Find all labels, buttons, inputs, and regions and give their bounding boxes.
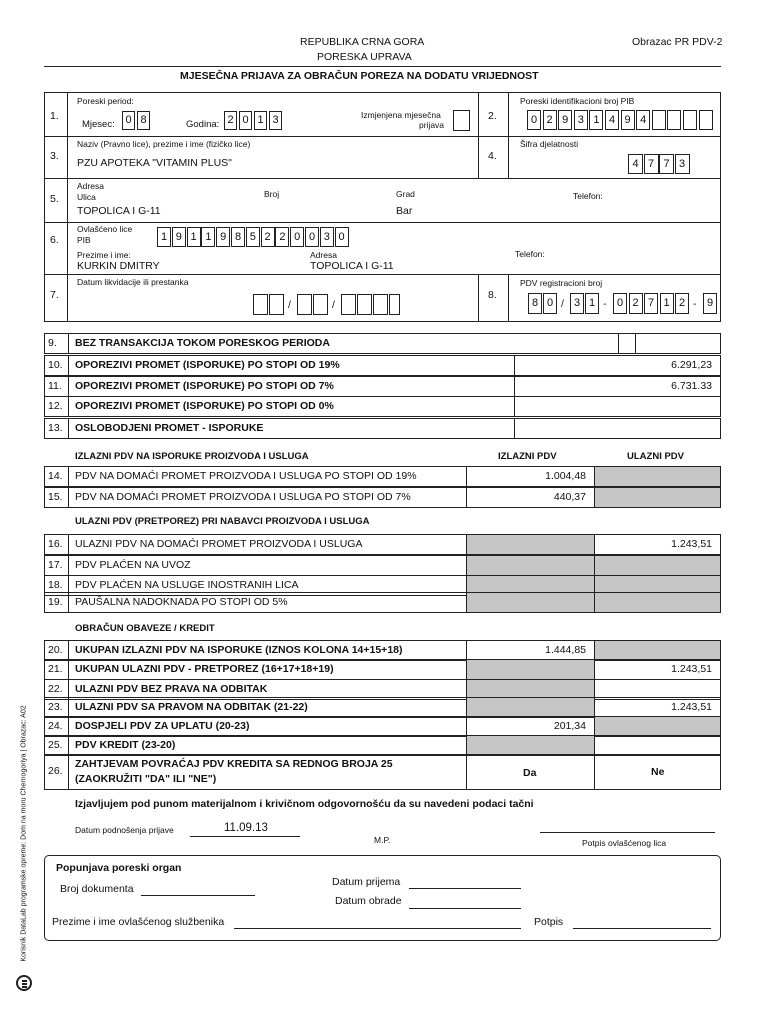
row-label: DOSPJELI PDV ZA UPLATU (20-23) — [75, 720, 250, 732]
name-label: Naziv (Pravno lice), prezime i ime (fizičko lice) — [77, 139, 251, 149]
input-vat-value[interactable] — [594, 717, 720, 736]
activity-digit[interactable]: 7 — [659, 154, 674, 174]
row-number: 14. — [45, 467, 69, 486]
liq-year-digit[interactable] — [373, 294, 388, 315]
pib-digit[interactable]: 3 — [574, 110, 588, 130]
form-row — [44, 716, 721, 737]
form-row — [44, 466, 721, 487]
vat-reg-separator: - — [603, 298, 607, 310]
pib-label: Poreski identifikacioni broj PIB — [520, 96, 635, 106]
row-label: OSLOBODJENI PROMET - ISPORUKE — [75, 422, 264, 434]
authorized-pib-digit[interactable]: 0 — [335, 227, 349, 247]
authorized-pib-digit[interactable]: 9 — [172, 227, 186, 247]
authorized-pib-digit[interactable]: 8 — [231, 227, 245, 247]
vat-reg-digit[interactable]: 0 — [613, 293, 627, 314]
liq-day-digit[interactable] — [269, 294, 284, 315]
output-vat-value[interactable]: 201,34 — [466, 717, 594, 736]
row-number: 19. — [45, 593, 69, 612]
field-number-1: 1. — [50, 110, 59, 122]
row-number: 13. — [45, 419, 69, 438]
software-footer — [14, 700, 28, 980]
input-vat-value[interactable]: 1.243,51 — [594, 660, 720, 679]
pib-digit[interactable]: 9 — [621, 110, 635, 130]
form-row — [44, 376, 721, 397]
officer-signature-label: Potpis — [534, 916, 564, 928]
receipt-date-label: Datum prijema — [332, 876, 401, 888]
form-row — [44, 659, 721, 680]
date-slash: / — [288, 299, 291, 311]
refund-request-label: ZAHTJEVAM POVRAĆAJ PDV KREDITA SA REDNOG BROJA 25 — [75, 758, 393, 770]
vat-reg-digit[interactable]: 2 — [629, 293, 643, 314]
liq-month-digit[interactable] — [297, 294, 312, 315]
vat-reg-digit[interactable]: 8 — [528, 293, 542, 314]
output-vat-value[interactable] — [466, 593, 594, 612]
authorized-pib-digit[interactable]: 1 — [201, 227, 215, 247]
row-number: 18. — [45, 576, 69, 595]
document-number-field[interactable] — [141, 895, 255, 896]
authorized-pib-label: PIB — [77, 235, 91, 245]
row-label: PDV NA DOMAĆI PROMET PROIZVODA I USLUGA PO STOPI OD 19% — [75, 470, 417, 482]
date-slash: / — [332, 299, 335, 311]
yes-option[interactable]: Da — [523, 767, 537, 779]
input-vat-value[interactable] — [594, 467, 720, 486]
form-row — [44, 487, 721, 508]
no-transactions-checkbox[interactable] — [618, 334, 636, 353]
row-label: PDV PLAĆEN NA USLUGE INOSTRANIH LICA — [75, 579, 299, 591]
signature-label: Potpis ovlašćenog lica — [582, 838, 667, 848]
input-vat-value[interactable]: 1.243,51 — [594, 698, 720, 717]
vat-reg-separator: - — [693, 298, 697, 310]
vat-reg-digit[interactable]: 9 — [703, 293, 717, 314]
vat-reg-digit[interactable]: 0 — [543, 293, 557, 314]
input-vat-heading: ULAZNI PDV (PRETPOREZ) PRI NABAVCI PROIZVODA I USLUGA — [75, 516, 370, 527]
address2-label: Adresa — [310, 250, 337, 260]
row-number: 12. — [45, 397, 69, 416]
period-label: Poreski period: — [77, 96, 134, 106]
form-row — [44, 396, 721, 417]
year-digit[interactable]: 2 — [224, 111, 237, 130]
output-vat-value[interactable]: 1.444,85 — [466, 641, 594, 660]
activity-digit[interactable]: 3 — [675, 154, 690, 174]
declaration-text: Izjavljujem pod punom materijalnom i krivičnom odgovornošću da su navedeni podaci tačni — [75, 798, 534, 810]
form-row — [44, 592, 721, 613]
activity-label: Šifra djelatnosti — [520, 139, 579, 149]
datalab-logo-icon — [16, 975, 32, 991]
authorized-pib-digit[interactable]: 3 — [320, 227, 334, 247]
authorized-pib-digit[interactable]: 0 — [290, 227, 304, 247]
input-vat-value[interactable] — [594, 488, 720, 507]
row-label: ULAZNI PDV SA PRAVOM NA ODBITAK (21-22) — [75, 701, 308, 713]
authorized-pib-digit[interactable]: 1 — [187, 227, 201, 247]
pib-digit[interactable] — [699, 110, 713, 130]
refund-request-hint: (ZAOKRUŽITI "DA" ILI "NE") — [75, 773, 217, 785]
taxpayer-name: PZU APOTEKA "VITAMIN PLUS" — [77, 157, 232, 169]
row-number: 25. — [45, 736, 69, 755]
authority-title: PORESKA UPRAVA — [317, 51, 412, 63]
receipt-date-field[interactable] — [409, 888, 521, 889]
activity-digit[interactable]: 7 — [644, 154, 659, 174]
street-value: TOPOLICA I G-11 — [77, 205, 161, 217]
output-vat-value[interactable] — [466, 535, 594, 554]
year-label: Godina: — [186, 119, 220, 130]
liquidation-label: Datum likvidacije ili prestanka — [77, 277, 189, 287]
month-digit[interactable]: 0 — [122, 111, 135, 130]
surname-label: Prezime i ime: — [77, 250, 131, 260]
field-number-8: 8. — [488, 289, 497, 301]
processing-date-label: Datum obrade — [335, 895, 402, 907]
row-number: 26. — [48, 765, 63, 777]
output-vat-value[interactable] — [466, 660, 594, 679]
row-number: 9. — [45, 334, 69, 353]
authorized-pib-digit[interactable]: 9 — [216, 227, 230, 247]
field-number-4: 4. — [488, 150, 497, 162]
city-value: Bar — [396, 205, 413, 217]
input-vat-value[interactable]: 1.243,51 — [594, 535, 720, 554]
col-output-vat: IZLAZNI PDV — [498, 451, 557, 462]
row-label: OPOREZIVI PROMET (ISPORUKE) PO STOPI OD 0% — [75, 400, 334, 412]
address2-value: TOPOLICA I G-11 — [310, 260, 394, 272]
pib-digit[interactable] — [667, 110, 681, 130]
amended-label: Izmjenjena mjesečna — [361, 110, 441, 120]
republic-title: REPUBLIKA CRNA GORA — [300, 36, 425, 48]
row-label: OPOREZIVI PROMET (ISPORUKE) PO STOPI OD 7% — [75, 380, 334, 392]
address-label: Adresa — [77, 181, 104, 191]
row-label: ULAZNI PDV BEZ PRAVA NA ODBITAK — [75, 683, 268, 695]
pib-digit[interactable]: 1 — [589, 110, 603, 130]
stamp-label: M.P. — [374, 835, 391, 845]
pib-digit[interactable] — [683, 110, 697, 130]
month-digit[interactable]: 8 — [137, 111, 150, 130]
city-label: Grad — [396, 189, 415, 199]
input-vat-value[interactable] — [594, 593, 720, 612]
field-number-2: 2. — [488, 110, 497, 122]
row-label: PDV KREDIT (23-20) — [75, 739, 176, 751]
row-number: 24. — [45, 717, 69, 736]
input-vat-value[interactable] — [594, 641, 720, 660]
row-26 — [44, 754, 721, 790]
no-option[interactable]: Ne — [651, 766, 665, 778]
vat-reg-separator: / — [561, 298, 564, 310]
pib-digit[interactable]: 4 — [636, 110, 650, 130]
surname-value: KURKIN DMITRY — [77, 260, 160, 272]
document-number-label: Broj dokumenta — [60, 883, 134, 895]
row-value[interactable]: 6.291,23 — [514, 356, 720, 375]
pib-digit[interactable]: 9 — [558, 110, 572, 130]
year-digit[interactable]: 3 — [269, 111, 282, 130]
page-title: MJESEČNA PRIJAVA ZA OBRAČUN POREZA NA DODATU VRIJEDNOST — [180, 70, 539, 82]
row-value[interactable] — [514, 419, 720, 438]
col-input-vat: ULAZNI PDV — [627, 451, 684, 462]
phone-label: Telefon: — [573, 191, 603, 201]
row-label: PDV NA DOMAĆI PROMET PROIZVODA I USLUGA PO STOPI OD 7% — [75, 491, 411, 503]
submission-date[interactable]: 11.09.13 — [224, 822, 268, 834]
liq-year-digit[interactable] — [341, 294, 356, 315]
vat-reg-digit[interactable]: 3 — [570, 293, 584, 314]
authorized-pib-digit[interactable]: 2 — [261, 227, 275, 247]
pib-digit[interactable] — [652, 110, 666, 130]
row-value[interactable] — [514, 397, 720, 416]
row-label: UKUPAN ULAZNI PDV - PRETPOREZ (16+17+18+19) — [75, 663, 334, 675]
form-row — [44, 333, 721, 354]
row-value[interactable]: 6.731.33 — [514, 377, 720, 396]
output-vat-value[interactable]: 440,37 — [466, 488, 594, 507]
liq-year-digit[interactable] — [357, 294, 372, 315]
pib-digit[interactable]: 0 — [527, 110, 541, 130]
field-number-5: 5. — [50, 193, 59, 205]
form-row — [44, 555, 721, 576]
vat-reg-digit[interactable]: 1 — [585, 293, 599, 314]
row-label: ULAZNI PDV NA DOMAĆI PROMET PROIZVODA I USLUGA — [75, 538, 363, 550]
row-number: 23. — [45, 698, 69, 717]
year-digit[interactable]: 0 — [239, 111, 252, 130]
authorized-pib-digit[interactable]: 0 — [305, 227, 319, 247]
submission-date-label: Datum podnošenja prijave — [75, 825, 174, 835]
input-vat-value[interactable] — [594, 736, 720, 755]
output-vat-heading: IZLAZNI PDV NA ISPORUKE PROIZVODA I USLUGA — [75, 451, 309, 462]
row-number: 20. — [45, 641, 69, 660]
authorized-pib-digit[interactable]: 2 — [275, 227, 289, 247]
activity-digit[interactable]: 4 — [628, 154, 643, 174]
officer-signature-field[interactable] — [573, 928, 711, 929]
form-row — [44, 735, 721, 756]
row-number: 17. — [45, 556, 69, 575]
processing-date-field[interactable] — [409, 908, 521, 909]
row-label: BEZ TRANSAKCIJA TOKOM PORESKOG PERIODA — [75, 337, 330, 349]
output-vat-value[interactable] — [466, 556, 594, 575]
form-row — [44, 418, 721, 439]
street-label: Ulica — [77, 192, 96, 202]
field-number-6: 6. — [50, 234, 59, 246]
authorized-label: Ovlašćeno lice — [77, 224, 133, 234]
vat-reg-digit[interactable]: 7 — [644, 293, 658, 314]
authorized-pib-digit[interactable]: 1 — [157, 227, 171, 247]
output-vat-value[interactable] — [466, 736, 594, 755]
output-vat-value[interactable] — [466, 698, 594, 717]
liq-month-digit[interactable] — [313, 294, 328, 315]
row-number: 16. — [45, 535, 69, 554]
month-label: Mjesec: — [82, 119, 115, 130]
row-number: 11. — [45, 377, 69, 396]
vat-reg-digit[interactable]: 1 — [660, 293, 674, 314]
phone2-label: Telefon: — [515, 249, 545, 259]
liq-day-digit[interactable] — [253, 294, 268, 315]
form-row — [44, 534, 721, 555]
officer-name-field[interactable] — [234, 928, 521, 929]
header-rule — [44, 66, 721, 67]
liq-year-digit[interactable] — [389, 294, 400, 315]
pib-digit[interactable]: 4 — [605, 110, 619, 130]
authorized-pib-digit[interactable]: 5 — [246, 227, 260, 247]
output-vat-value[interactable]: 1.004,48 — [466, 467, 594, 486]
vat-reg-digit[interactable]: 2 — [675, 293, 689, 314]
input-vat-value[interactable] — [594, 556, 720, 575]
authority-box-title: Popunjava poreski organ — [56, 862, 182, 874]
row-label: PAUŠALNA NADOKNADA PO STOPI OD 5% — [75, 596, 288, 608]
form-row — [44, 640, 721, 661]
field-number-3: 3. — [50, 150, 59, 162]
row-number: 21. — [45, 660, 69, 679]
vat-reg-label: PDV registracioni broj — [520, 278, 603, 288]
number-label: Broj — [264, 189, 280, 199]
row-number: 15. — [45, 488, 69, 507]
amended-label-2: prijava — [419, 120, 445, 130]
row-label: OPOREZIVI PROMET (ISPORUKE) PO STOPI OD 19% — [75, 359, 340, 371]
row-number: 10. — [45, 356, 69, 375]
form-code: Obrazac PR PDV-2 — [632, 36, 723, 48]
software-footer-text: Korisnik DataLab programske opreme: Dom na moru Chernogoriya | Obrazac: A02 — [20, 705, 28, 962]
row-label: PDV PLAĆEN NA UVOZ — [75, 559, 191, 571]
amended-checkbox[interactable] — [453, 110, 470, 131]
pib-digit[interactable]: 2 — [543, 110, 557, 130]
row-number: 22. — [45, 680, 69, 699]
year-digit[interactable]: 1 — [254, 111, 267, 130]
officer-name-label: Prezime i ime ovlašćenog službenika — [52, 916, 225, 928]
form-row — [44, 697, 721, 718]
form-row — [44, 355, 721, 376]
calc-heading: OBRAČUN OBAVEZE / KREDIT — [75, 623, 215, 634]
field-number-7: 7. — [50, 289, 59, 301]
row-label: UKUPAN IZLAZNI PDV NA ISPORUKE (IZNOS KOLONA 14+15+18) — [75, 644, 403, 656]
